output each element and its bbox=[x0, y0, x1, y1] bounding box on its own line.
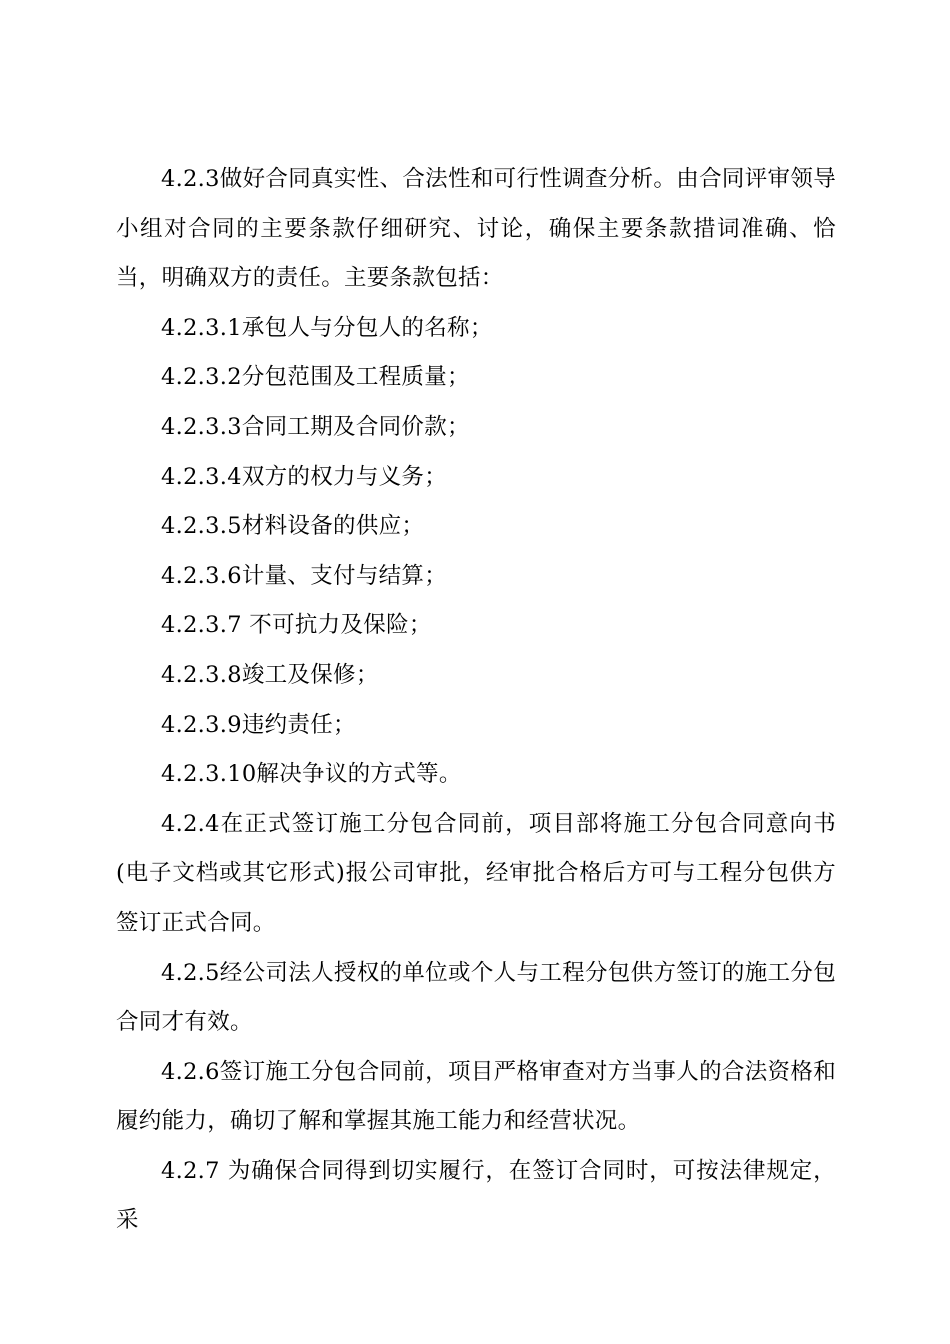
paragraph-4-2-3-9: 4.2.3.9违约责任； bbox=[161, 711, 356, 738]
paragraph-4-2-3-10: 4.2.3.10解决争议的方式等。 bbox=[161, 761, 462, 788]
paragraph-4-2-3-1: 4.2.3.1承包人与分包人的名称； bbox=[161, 314, 493, 341]
paragraph-4-2-3-6: 4.2.3.6计量、支付与结算； bbox=[161, 562, 448, 589]
paragraph-4-2-7: 4.2.7 为确保合同得到切实履行，在签订合同时，可按法律规定，采 bbox=[116, 1157, 836, 1234]
paragraph-4-2-6: 4.2.6签订施工分包合同前，项目严格审查对方当事人的合法资格和履约能力，确切了解和掌握其施工能力和经营状况。 bbox=[116, 1058, 836, 1135]
paragraph-4-2-3-5: 4.2.3.5材料设备的供应； bbox=[161, 513, 425, 540]
paragraph-4-2-3-2: 4.2.3.2分包范围及工程质量； bbox=[161, 364, 470, 391]
paragraph-4-2-3-7: 4.2.3.7 不可抗力及保险； bbox=[161, 612, 432, 639]
paragraph-4-2-4: 4.2.4在正式签订施工分包合同前，项目部将施工分包合同意向书(电子文档或其它形式)报公司审批，经审批合格后方可与工程分包供方签订正式合同。 bbox=[116, 810, 836, 936]
paragraph-4-2-3-8: 4.2.3.8竣工及保修； bbox=[161, 661, 379, 688]
paragraph-4-2-5: 4.2.5经公司法人授权的单位或个人与工程分包供方签订的施工分包合同才有效。 bbox=[116, 959, 836, 1036]
document-body bbox=[116, 155, 836, 1246]
paragraph-4-2-3: 4.2.3做好合同真实性、合法性和可行性调查分析。由合同评审领导小组对合同的主要条款仔细研究、讨论，确保主要条款措词准确、恰当，明确双方的责任。主要条款包括： bbox=[116, 166, 836, 292]
paragraph-4-2-3-4: 4.2.3.4双方的权力与义务； bbox=[161, 463, 448, 490]
paragraph-4-2-3-3: 4.2.3.3合同工期及合同价款； bbox=[161, 413, 470, 440]
